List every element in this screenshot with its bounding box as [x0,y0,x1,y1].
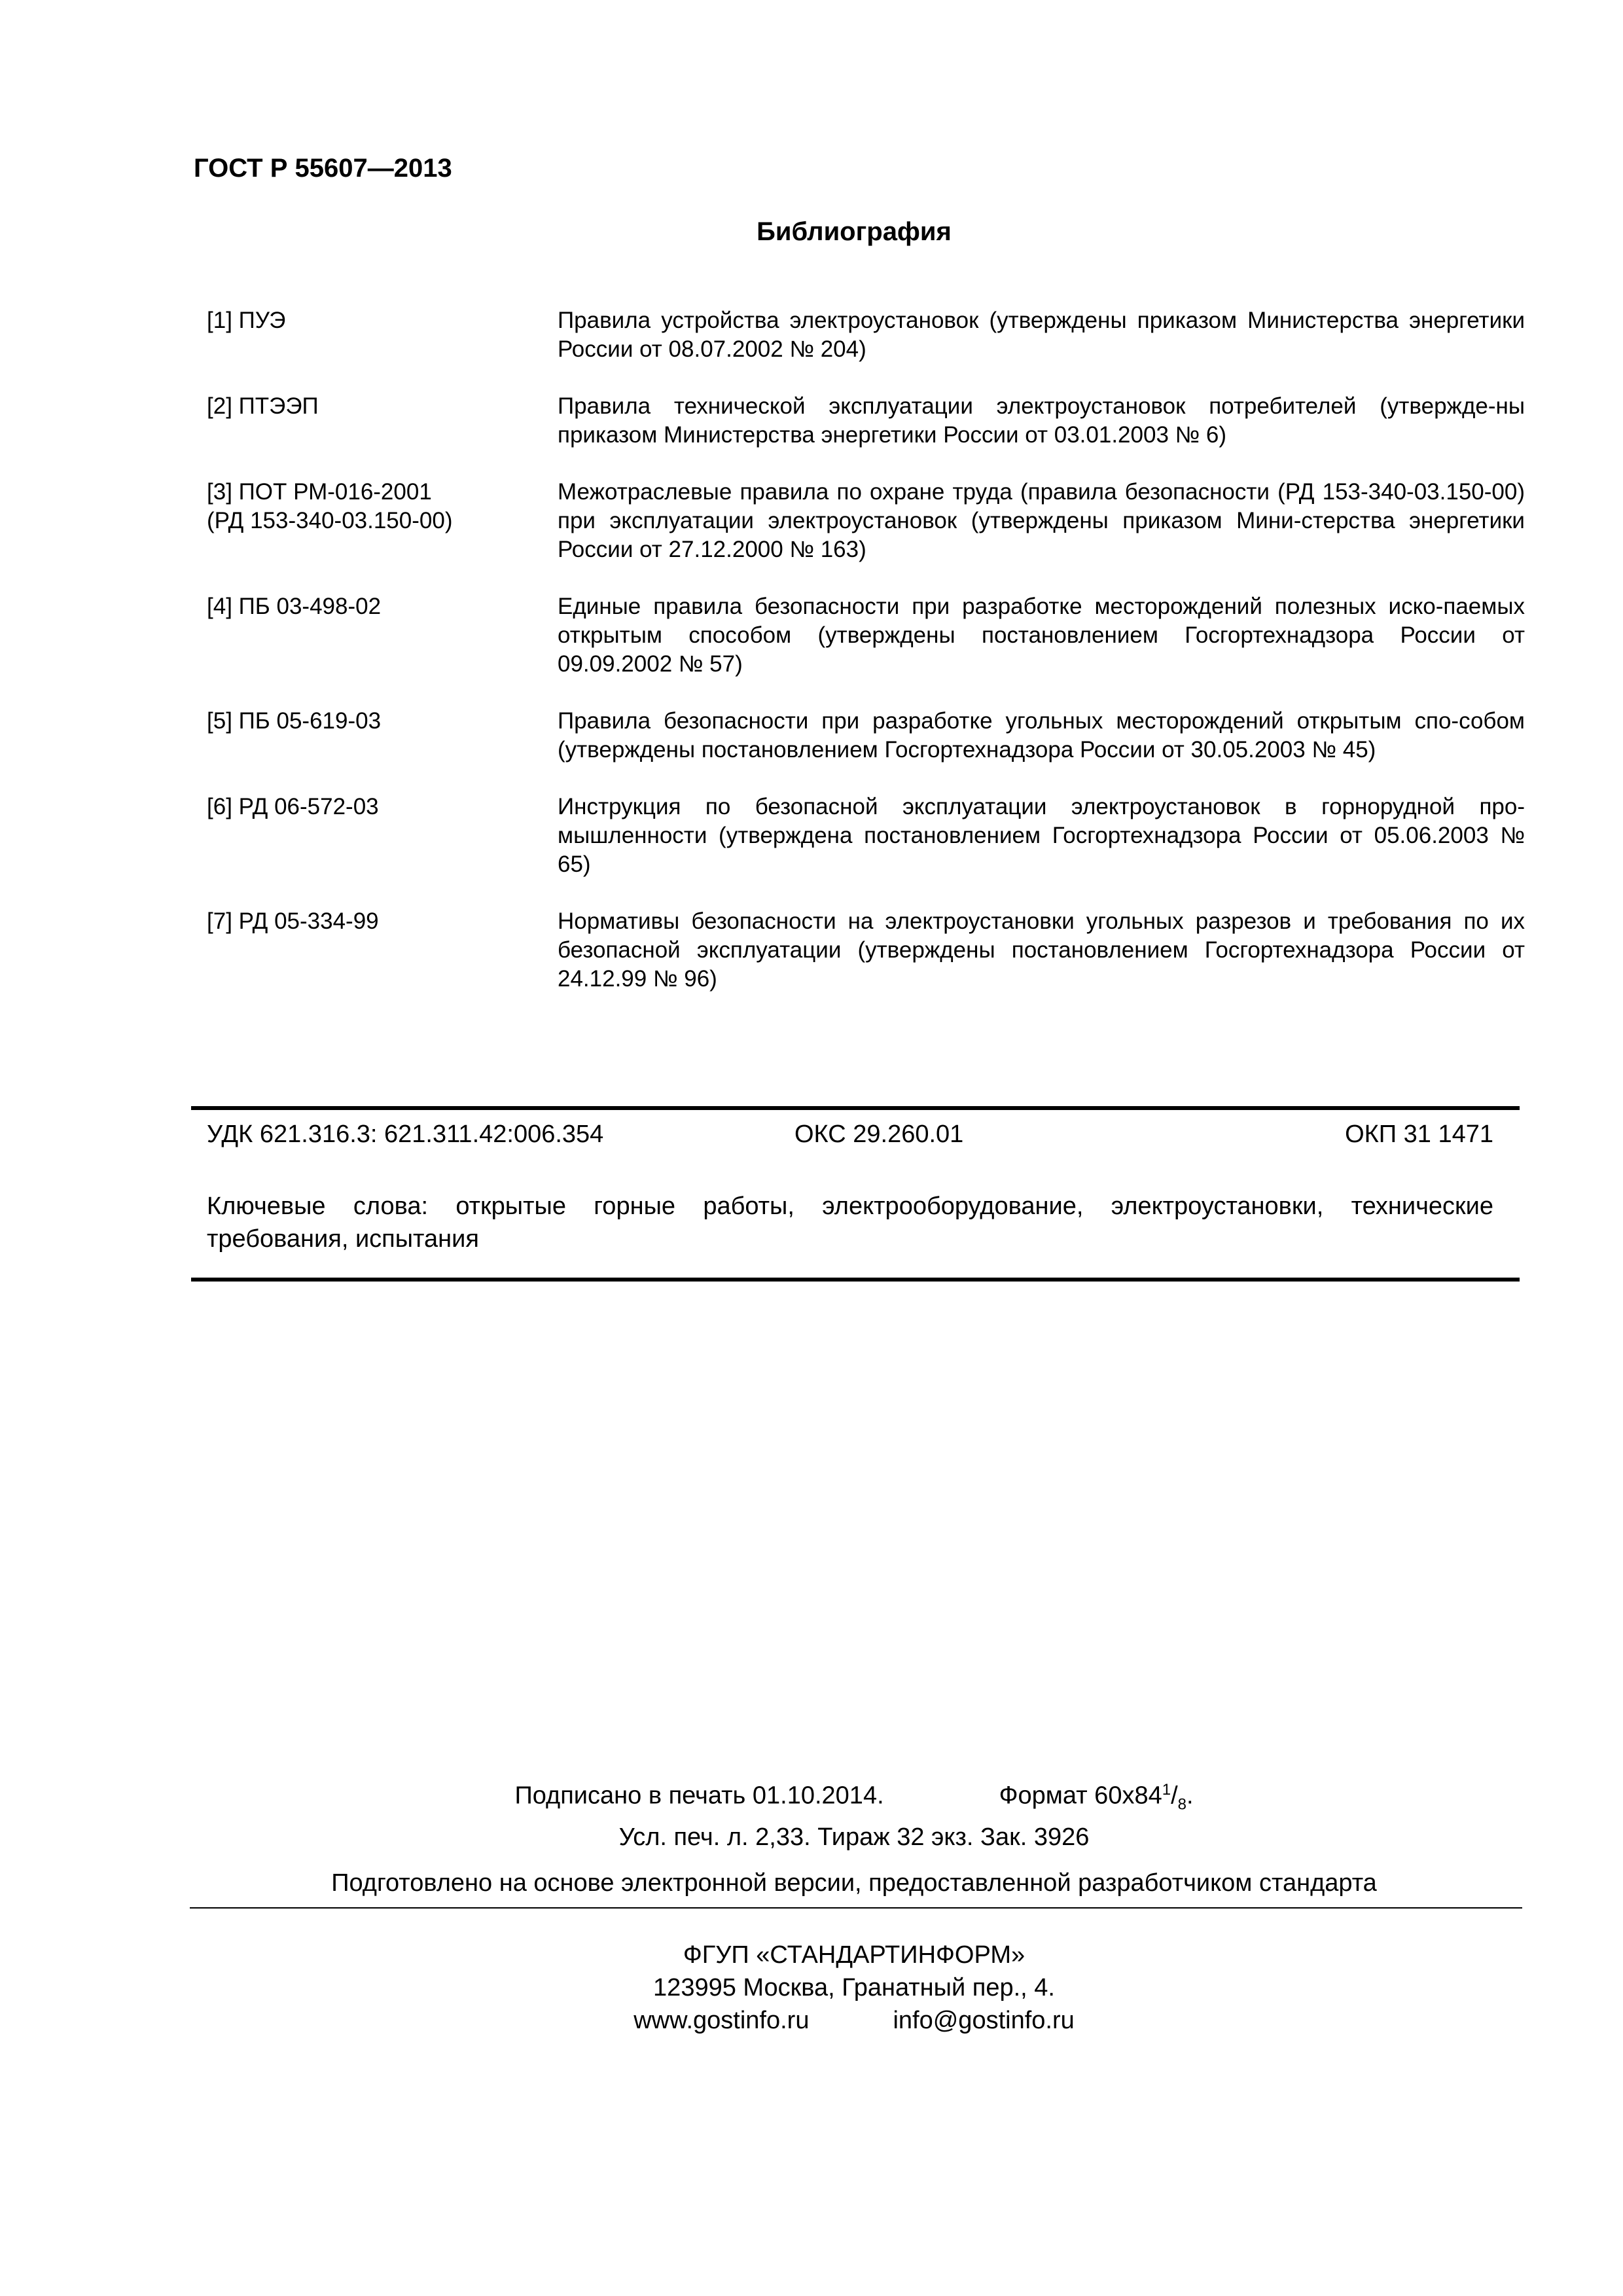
format-fraction-denominator: 8 [1177,1795,1186,1814]
bibliography-ref: [1] ПУЭ [207,308,286,333]
bibliography-item [207,707,1525,764]
bibliography-item [207,793,1525,879]
bibliography-item [207,306,1525,364]
bibliography-desc: Инструкция по безопасной эксплуатации электроустановок в горнорудной про-мышленности (утверждена постановлением Госгортехнадзора России от 05.06.2003 № 65) [558,794,1525,877]
bibliography-item [207,392,1525,450]
bottom-divider [191,1278,1520,1282]
bibliography-desc: Правила устройства электроустановок (утверждены приказом Министерства энергетики России от 08.07.2002 № 204) [558,308,1525,362]
top-divider [191,1106,1520,1110]
format-suffix: . [1186,1782,1194,1810]
website-link[interactable]: www.gostinfo.ru [633,2007,810,2034]
imprint [0,1774,1623,1854]
bibliography-ref: [7] РД 05-334-99 [207,908,379,934]
publisher-block [0,1939,1623,2037]
bibliography-item [207,907,1525,994]
format-label: Формат 60х84 [999,1782,1162,1810]
bibliography-ref: [6] РД 06-572-03 [207,794,379,819]
bibliography-desc: Единые правила безопасности при разработке месторождений полезных иско-паемых открытым способом (утверждены постановлением Госгортехнадзора России от 09.09.2002 № 57) [558,594,1525,677]
bibliography-ref: [3] ПОТ РМ-016-2001 (РД 153-340-03.150-00) [207,479,453,533]
classification-row [207,1121,1493,1153]
bibliography-list [207,306,1525,1022]
bibliography-title: Библиография [757,217,952,246]
oks-code: ОКС 29.260.01 [794,1121,964,1148]
publisher-name: ФГУП «СТАНДАРТИНФОРМ» [683,1941,1026,1969]
keywords: Ключевые слова: открытые горные работы, электрооборудование, электроустановки, технические требования, испытания [207,1193,1493,1253]
imprint-line-1: Подписано в печать 01.10.2014. Формат $60х84^1/_8$. [514,1781,1194,1814]
bibliography-ref: [5] ПБ 05-619-03 [207,708,382,734]
bibliography-desc: Правила технической эксплуатации электроустановок потребителей (утвержде-ны приказом Министерства энергетики России от 03.01.2003 № 6) [558,393,1525,448]
email-link[interactable]: info@gostinfo.ru [893,2007,1075,2034]
document-code: ГОСТ Р 55607—2013 [194,154,452,183]
bibliography-item [207,478,1525,564]
okp-code: ОКП 31 1471 [1345,1121,1493,1148]
bibliography-ref: [2] ПТЭЭП [207,393,319,419]
bibliography-desc: Правила безопасности при разработке угольных месторождений открытым спо-собом (утверждены постановлением Госгортехнадзора России от 30.05.2003 № 45) [558,708,1525,762]
bibliography-desc: Межотраслевые правила по охране труда (правила безопасности (РД 153-340-03.150-00) при эксплуатации электроустановок (утверждены приказом Мини-стерства энергетики России от 27.12.2000 № 163) [558,479,1525,562]
bibliography-ref: [4] ПБ 03-498-02 [207,594,382,619]
bibliography-item [207,592,1525,679]
imprint-line-2: Усл. печ. л. 2,33. Тираж 32 экз. Зак. 3926 [618,1823,1090,1852]
signed-date: Подписано в печать 01.10.2014. [514,1782,884,1810]
publisher-address: 123995 Москва, Гранатный пер., 4. [653,1974,1055,2001]
publisher-contacts [0,2004,1623,2037]
footer-divider [190,1907,1522,1909]
prepared-note: Подготовлено на основе электронной версии, предоставленной разработчиком стандарта [331,1869,1377,1897]
format-fraction-numerator: 1 [1162,1781,1171,1799]
bibliography-desc: Нормативы безопасности на электроустановки угольных разрезов и требования по их безопасной эксплуатации (утверждены постановлением Госгортехнадзора России от 24.12.99 № 96) [558,908,1525,992]
udk-code: УДК 621.316.3: 621.311.42:006.354 [207,1121,604,1148]
